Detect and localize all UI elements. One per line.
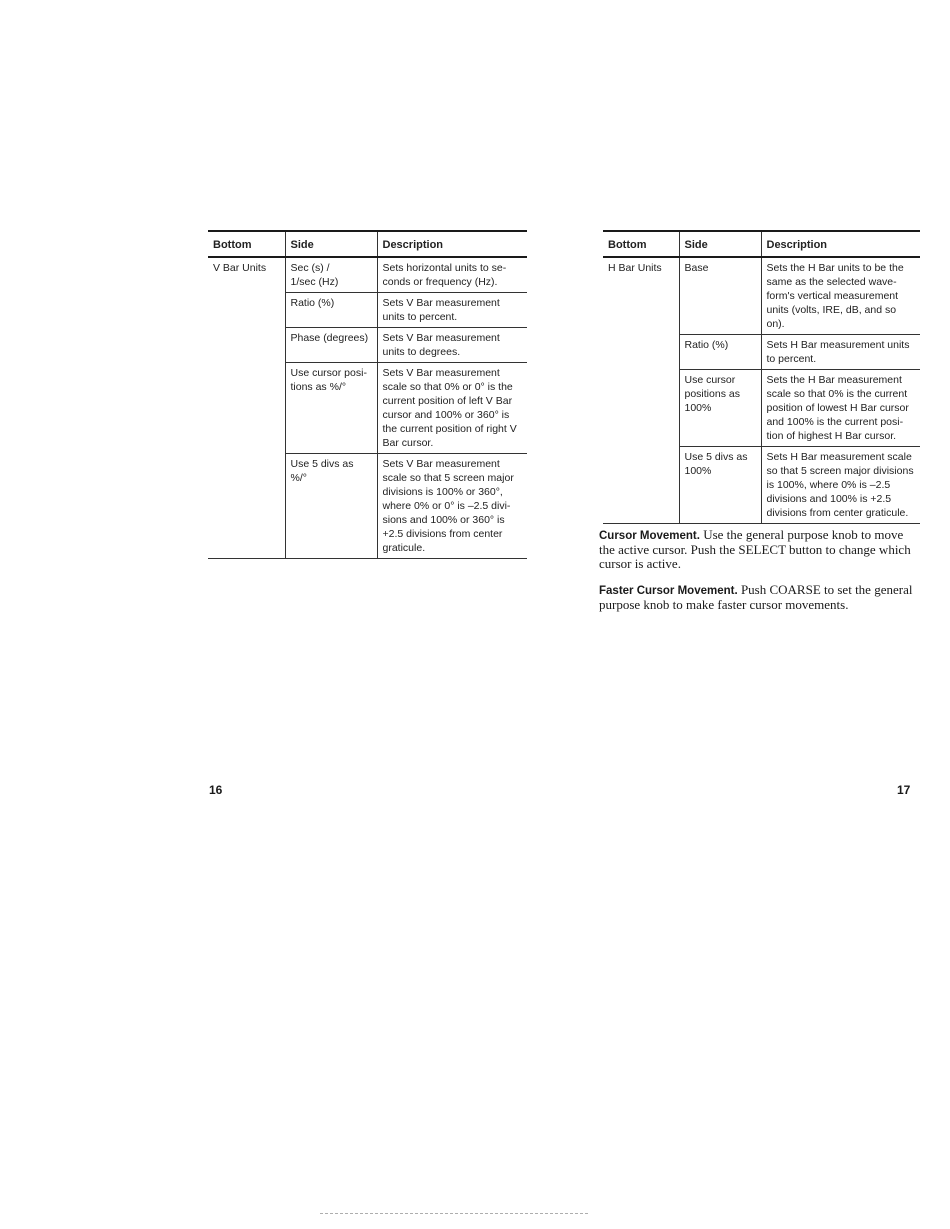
paragraph-lead: Faster Cursor Movement. [599,585,738,597]
option-description: Sets the H Bar measurement scale so that 0% is the current position of lowest H Bar cursor and 100% is the current posi- tion of highest H Bar cursor. [761,370,920,447]
option-description: Sets horizontal units to se- conds or frequency (Hz). [377,257,527,293]
faster-cursor-movement-paragraph [599,583,917,612]
paragraph-text: Use the general purpose knob to move the active cursor. Push the SELECT button to change which cursor is active. [599,527,911,571]
option-description: Sets V Bar measurement units to percent. [377,293,527,328]
side-option: Sec (s) / 1/sec (Hz) [285,257,377,293]
table-row [603,257,920,335]
side-option: Use cursor positions as 100% [679,370,761,447]
paragraph-lead: Cursor Movement. [599,530,700,542]
side-option: Base [679,257,761,335]
option-description: Sets H Bar measurement units to percent. [761,335,920,370]
column-header-description: Description [377,231,527,257]
table-header-row [208,231,527,257]
column-header-side: Side [679,231,761,257]
bottom-menu-label: V Bar Units [208,257,285,559]
bottom-menu-label: H Bar Units [603,257,679,524]
option-description: Sets the H Bar units to be the same as the selected wave- form's vertical measurement units (volts, IRE, dB, and so on). [761,257,920,335]
page-number-right: 17 [897,783,911,797]
column-header-bottom: Bottom [603,231,679,257]
side-option: Ratio (%) [679,335,761,370]
side-option: Ratio (%) [285,293,377,328]
table-row [208,257,527,293]
side-option: Use 5 divs as 100% [679,447,761,524]
column-header-bottom: Bottom [208,231,285,257]
option-description: Sets H Bar measurement scale so that 5 screen major divisions is 100%, where 0% is –2.5 divisions and 100% is +2.5 divisions from center graticule. [761,447,920,524]
column-header-description: Description [761,231,920,257]
scan-artifact-line [320,1213,590,1214]
side-option: Use cursor posi- tions as %/° [285,363,377,454]
column-header-side: Side [285,231,377,257]
side-option: Phase (degrees) [285,328,377,363]
table-body [603,257,920,524]
h-bar-units-table [603,230,920,524]
option-description: Sets V Bar measurement scale so that 5 screen major divisions is 100% or 360°, where 0% or 0° is –2.5 divi- sions and 100% or 360° is +2.5 divisions from center graticule. [377,454,527,559]
option-description: Sets V Bar measurement units to degrees. [377,328,527,363]
table-header-row [603,231,920,257]
v-bar-units-table [208,230,527,559]
table-body [208,257,527,559]
page-number-left: 16 [209,783,223,797]
option-description: Sets V Bar measurement scale so that 0% or 0° is the current position of left V Bar cursor and 100% or 360° is the current position of right V Bar cursor. [377,363,527,454]
cursor-movement-paragraph [599,528,917,571]
side-option: Use 5 divs as %/° [285,454,377,559]
paragraph-text: Push COARSE to set the general purpose knob to make faster cursor movements. [599,582,913,612]
